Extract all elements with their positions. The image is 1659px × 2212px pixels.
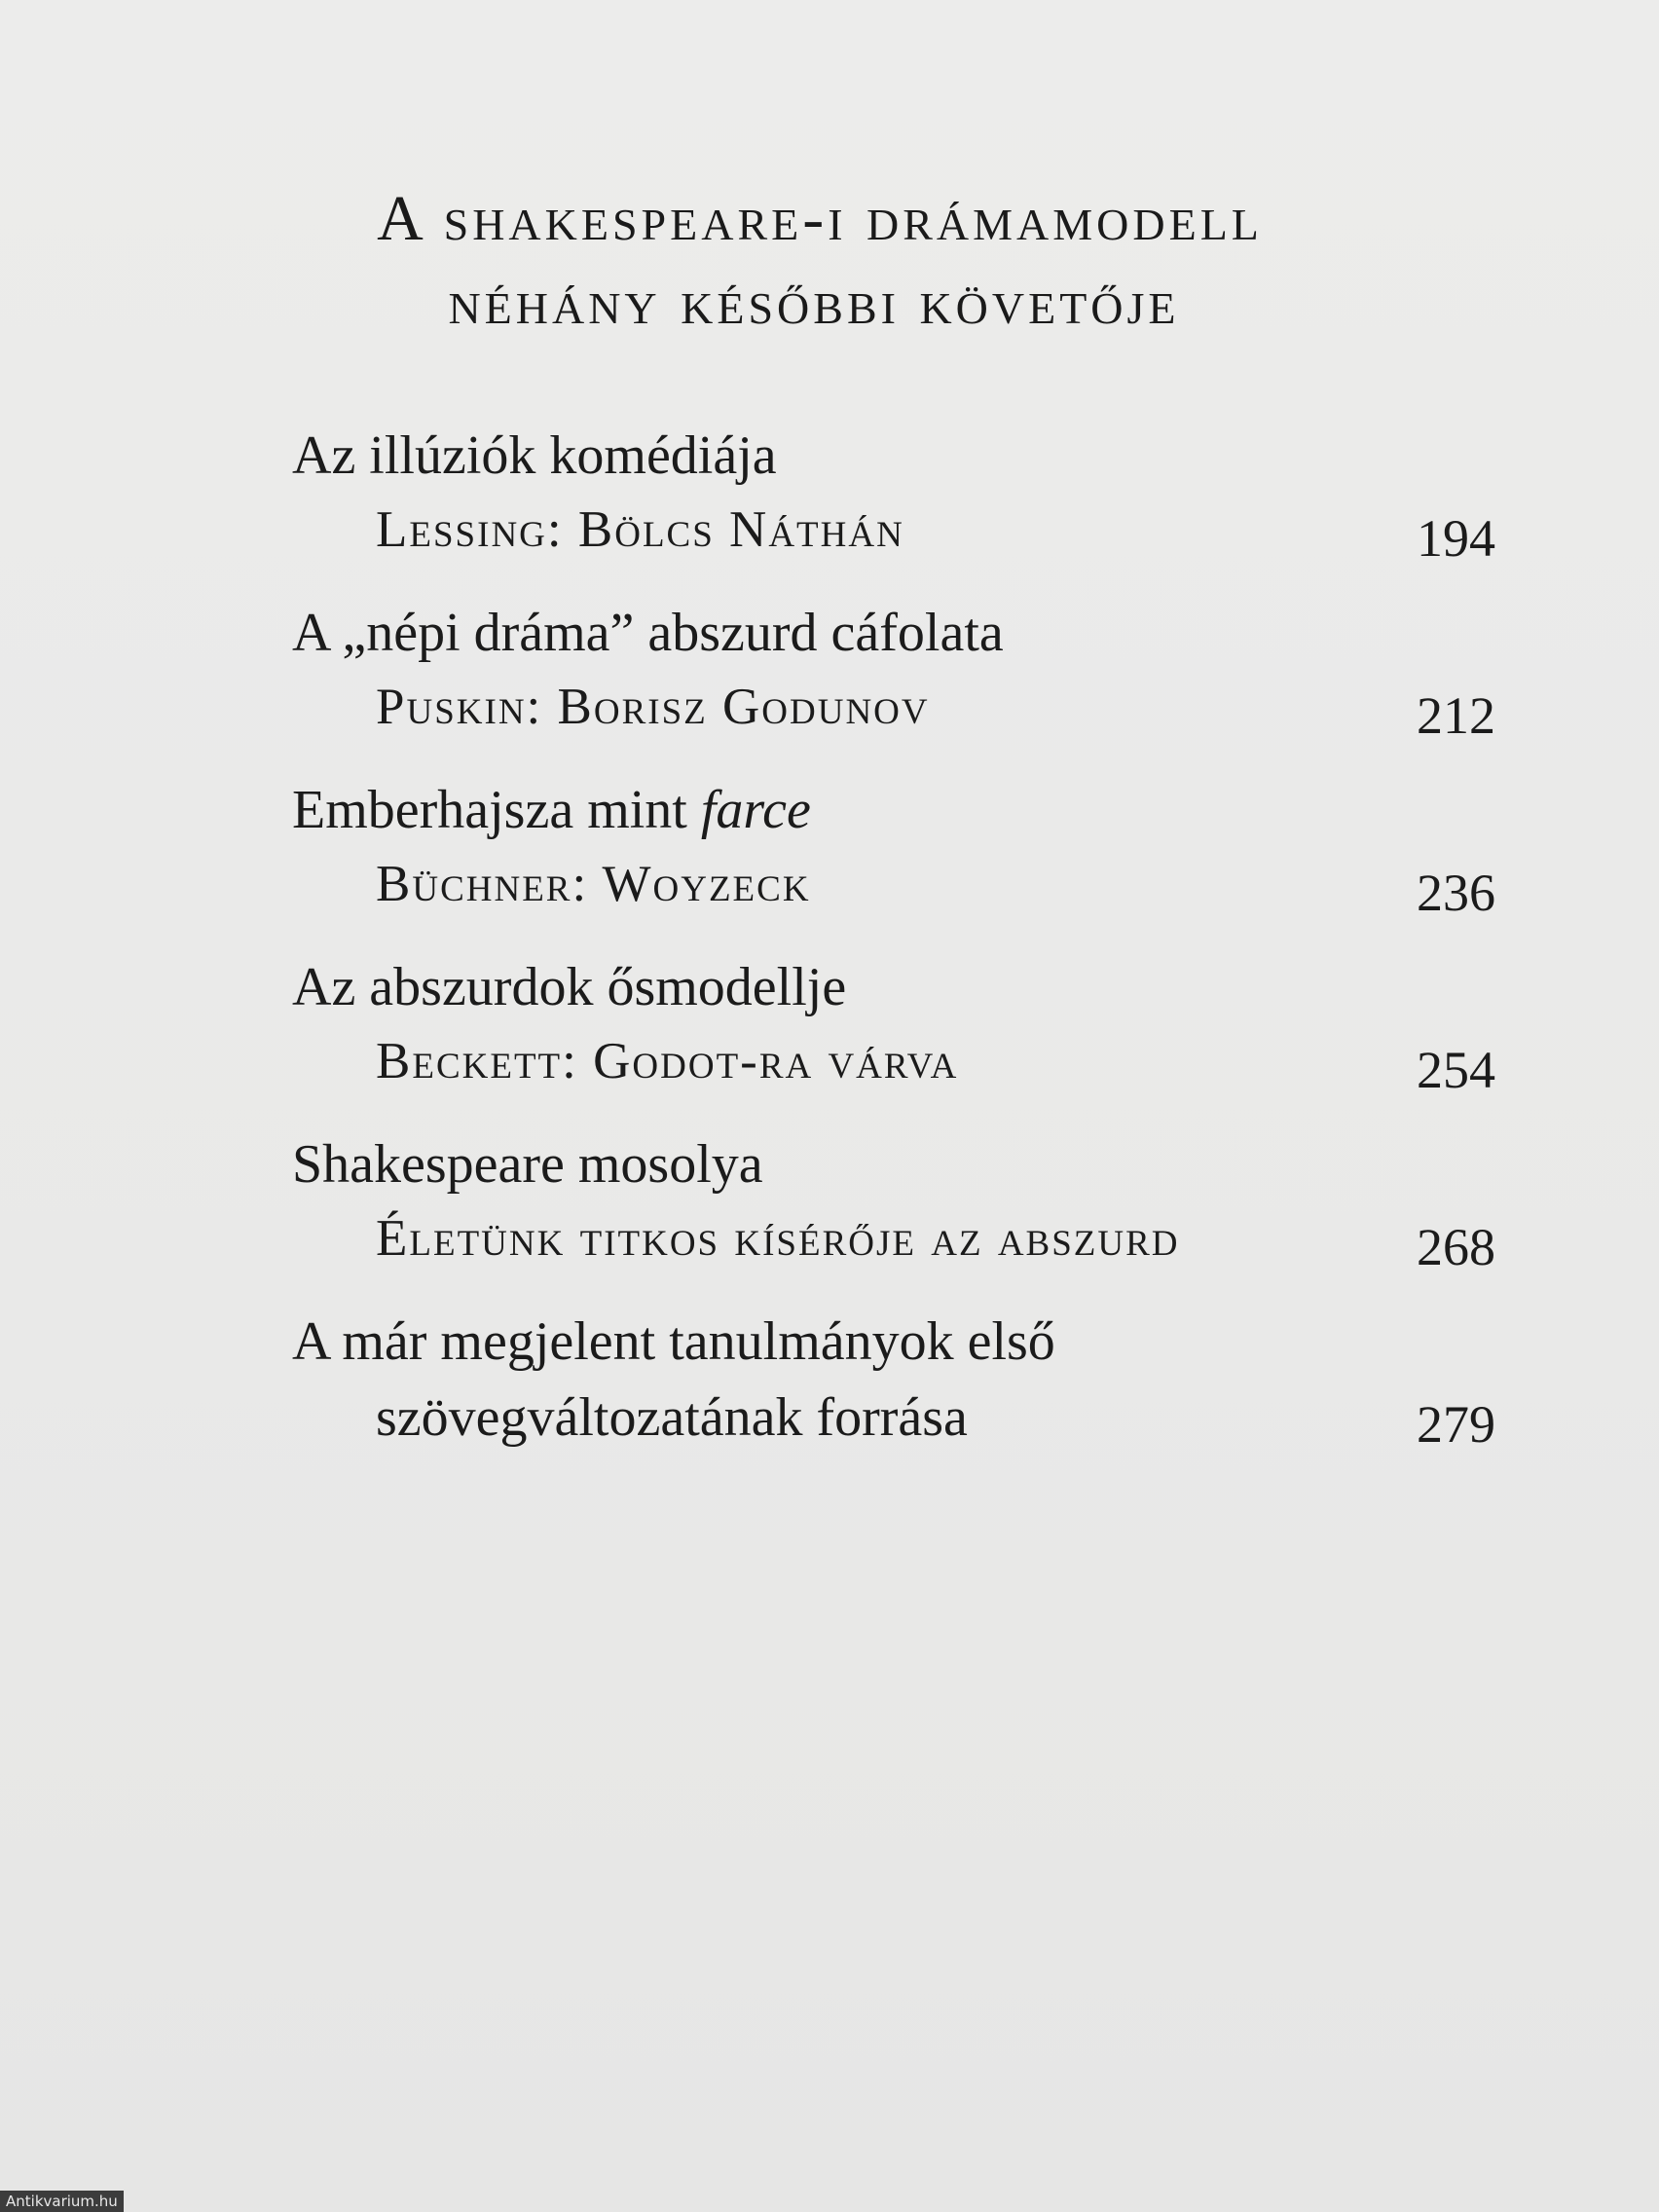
toc-entry-page: 212 [1417,686,1495,745]
toc-entry-title: A „népi dráma” abszurd cáfolata [292,603,1004,663]
toc-entry-subtitle: Beckett: Godot-ra várva [376,1033,959,1089]
toc-entry-title: Az illúziók komédiája [292,425,777,486]
toc-entry-title: Az abszurdok ősmodellje [292,957,847,1017]
toc-entry-title: Shakespeare mosolya [292,1134,763,1195]
toc-entry-subtitle: Lessing: Bölcs Náthán [376,501,904,558]
toc-entry-page: 254 [1417,1041,1495,1099]
toc-entry-subtitle: szövegváltozatának forrása [376,1387,968,1448]
section-heading-line-1: A shakespeare-i drámamodell [377,183,1263,254]
toc-entry-title-text: Emberhajsza mint [292,780,701,840]
toc-entry-subtitle: Puskin: Borisz Godunov [376,679,930,735]
watermark: Antikvarium.hu [0,2191,124,2212]
toc-entry-subtitle: Büchner: Woyzeck [376,856,811,912]
toc-entry-page: 279 [1417,1395,1495,1454]
toc-entry-subtitle: Életünk titkos kísérője az abszurd [376,1210,1180,1267]
toc-entry-page: 268 [1417,1218,1495,1276]
toc-entry-page: 236 [1417,864,1495,922]
toc-entry-title-italic: farce [700,780,811,840]
section-heading-line-2: néhány későbbi követője [448,267,1180,338]
toc-entry-title: A már megjelent tanulmányok első [292,1311,1055,1372]
toc-entry-page: 194 [1417,509,1495,568]
toc-entry-title [292,780,811,840]
